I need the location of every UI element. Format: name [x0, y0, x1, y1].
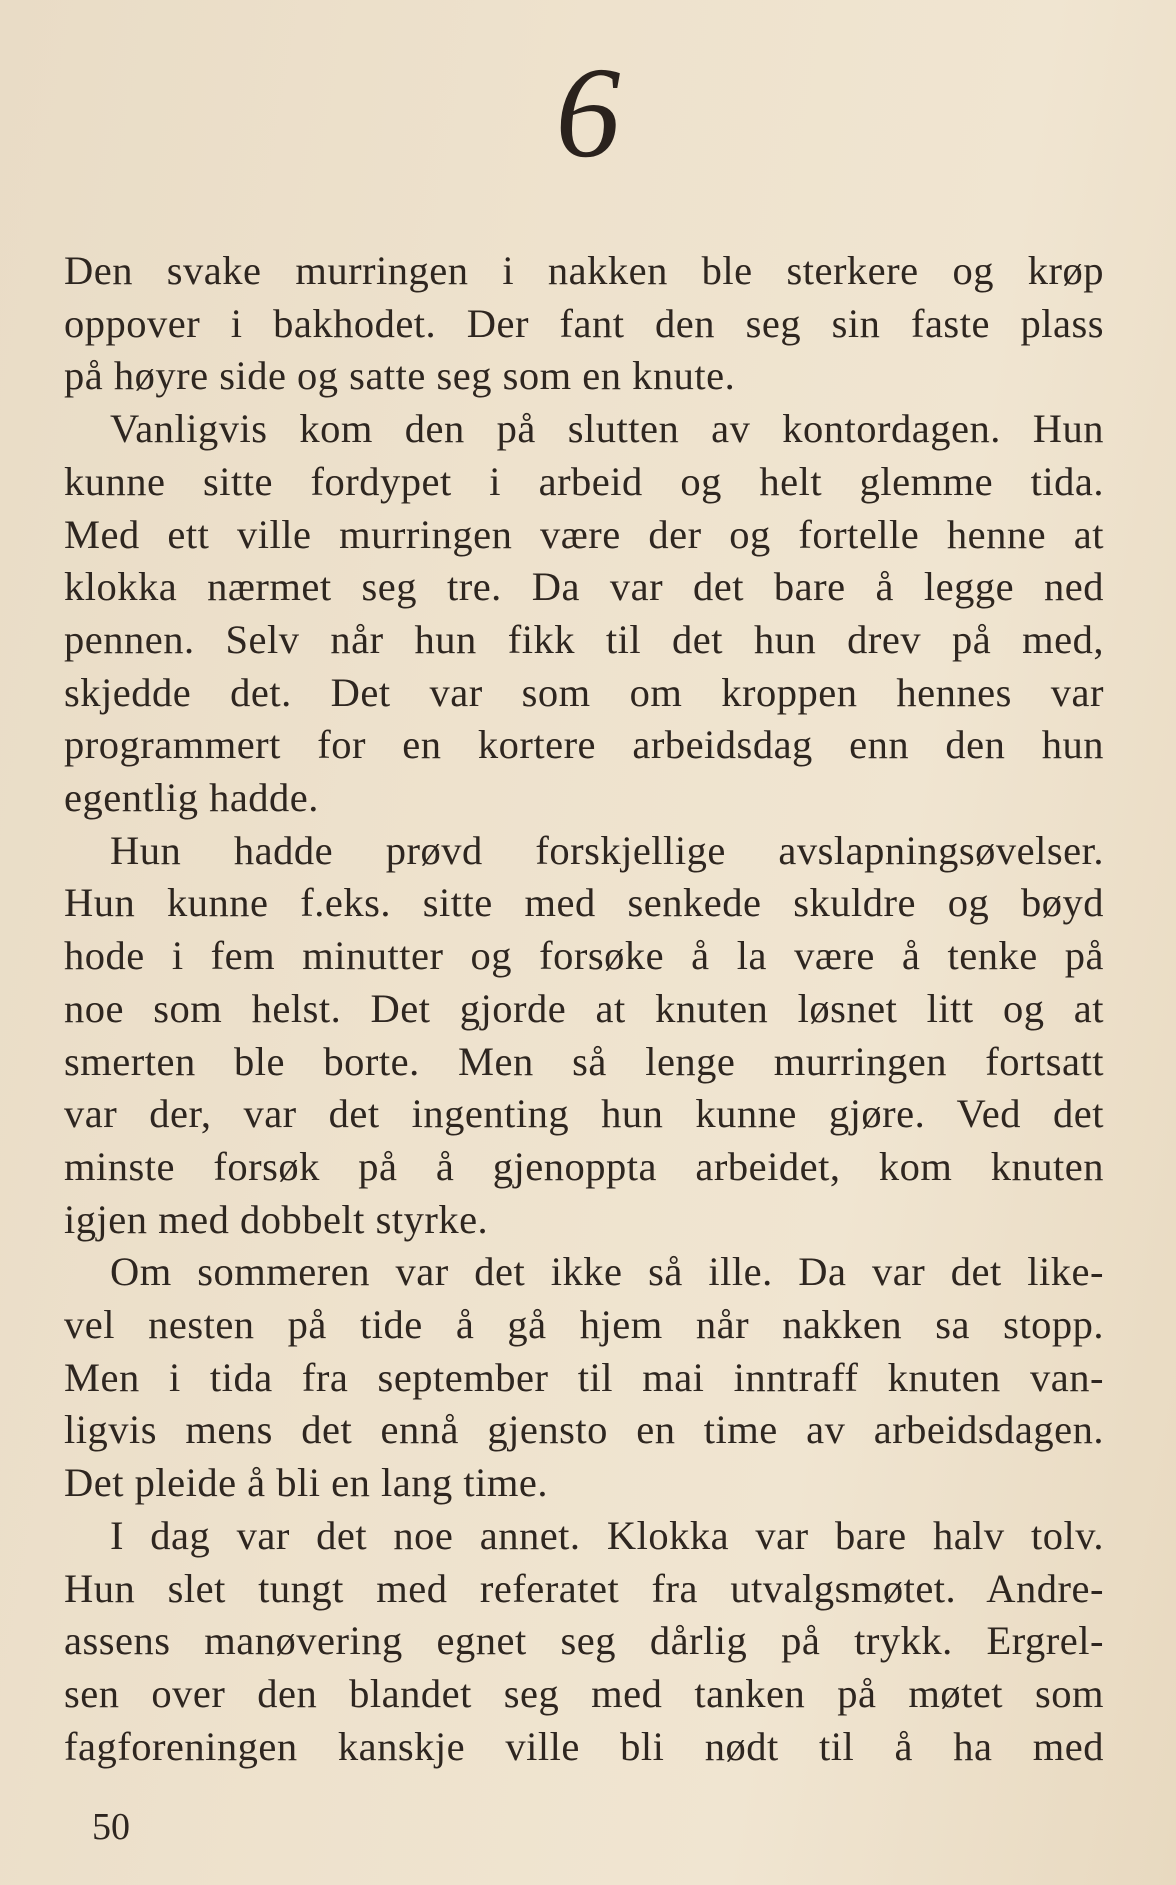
text-line: Hun slet tungt med referatet fra utvalgsmøtet. Andre- [64, 1565, 1104, 1611]
text-line: ligvis mens det ennå gjensto en time av arbeidsdagen. [64, 1407, 1104, 1453]
text-line: Med ett ville murringen være der og fortelle henne at [64, 511, 1104, 557]
text-line: smerten ble borte. Men så lenge murringen fortsatt [64, 1038, 1104, 1084]
text-line: Om sommeren var det ikke så ille. Da var det like- [110, 1249, 1104, 1295]
text-line: oppover i bakhodet. Der fant den seg sin faste plass [64, 300, 1104, 346]
text-line: hode i fem minutter og forsøke å la være å tenke på [64, 933, 1104, 979]
paragraph [64, 403, 1104, 825]
text-line: på høyre side og satte seg som en knute. [64, 353, 736, 399]
text-line: Den svake murringen i nakken ble sterkere og krøp [64, 248, 1104, 293]
text-line: kunne sitte fordypet i arbeid og helt glemme tida. [64, 458, 1104, 504]
text-line: Hun kunne f.eks. sitte med senkede skuldre og bøyd [64, 880, 1104, 926]
text-line: var der, var det ingenting hun kunne gjøre. Ved det [64, 1091, 1104, 1137]
text-line: sen over den blandet seg med tanken på møtet som [64, 1670, 1104, 1716]
text-line: igjen med dobbelt styrke. [64, 1196, 489, 1242]
text-line: Hun hadde prøvd forskjellige avslapningsøvelser. [110, 827, 1104, 873]
text-line: fagforeningen kanskje ville bli nødt til å ha med [64, 1723, 1104, 1769]
text-line: programmert for en kortere arbeidsdag enn den hun [64, 722, 1104, 768]
text-line: Det pleide å bli en lang time. [64, 1460, 548, 1506]
text-line: klokka nærmet seg tre. Da var det bare å legge ned [64, 564, 1104, 610]
text-line: noe som helst. Det gjorde at knuten løsnet litt og at [64, 985, 1104, 1031]
paragraph [64, 825, 1104, 1247]
chapter-number: 6 [555, 41, 621, 185]
text-line: Men i tida fra september til mai inntraff knuten van- [64, 1354, 1104, 1400]
text-line: vel nesten på tide å gå hjem når nakken sa stopp. [64, 1302, 1104, 1348]
text-line: pennen. Selv når hun fikk til det hun drev på med, [64, 616, 1104, 662]
body-text [64, 245, 1104, 1773]
text-line: egentlig hadde. [64, 775, 319, 821]
text-line: I dag var det noe annet. Klokka var bare halv tolv. [110, 1512, 1104, 1558]
text-line: skjedde det. Det var som om kroppen hennes var [64, 669, 1104, 715]
text-line: Vanligvis kom den på slutten av kontordagen. Hun [110, 406, 1104, 452]
paragraph [64, 1510, 1104, 1774]
paragraph [64, 245, 1104, 403]
text-line: assens manøvering egnet seg dårlig på trykk. Ergrel- [64, 1618, 1104, 1664]
paragraph [64, 1246, 1104, 1510]
text-line: minste forsøk på å gjenoppta arbeidet, kom knuten [64, 1143, 1104, 1189]
page-number: 50 [92, 1806, 130, 1848]
